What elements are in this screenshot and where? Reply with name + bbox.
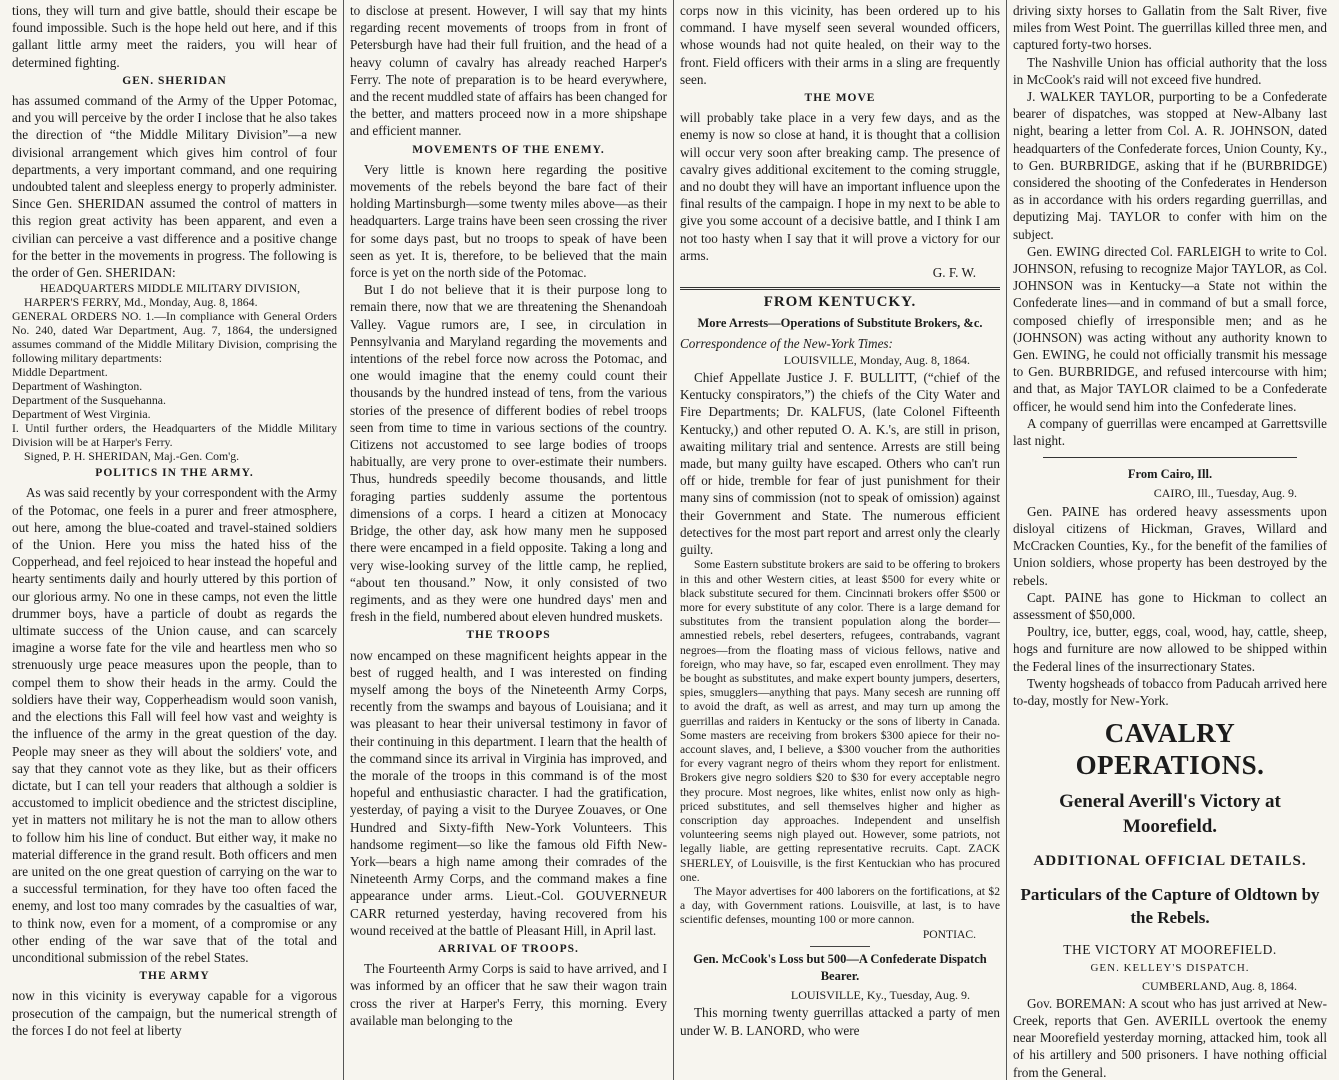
paragraph: has assumed command of the Army of the Upper Potomac, and you will perceive by the order I inclose that he also takes the direction of “the Middle Military Division”—a new divisional arrangement which gives him control of four departments, a very important command, and one requiring undoubted talent and sleepless energy to properly administer. Since Gen. SHERIDAN assumed the control of matters in this region great activity has been apparent, and even a civilian can perceive a vast difference and a positive change for the better in the movements in progress. The following is the order of Gen. SHERIDAN: bbox=[12, 93, 337, 281]
dateline: LOUISVILLE, Monday, Aug. 8, 1864. bbox=[783, 352, 970, 367]
paragraph: Twenty hogsheads of tobacco from Paducah arrived here to-day, mostly for New-York. bbox=[1013, 675, 1327, 708]
paragraph: J. WALKER TAYLOR, purporting to be a Confederate bearer of dispatches, was stopped at New-Albany last night, bearing a letter from Col. A. R. JOHNSON, dated headquarters of the Confederate forces, Union County, Ky., to Gen. BURBRIDGE, asking that if he (BURBRIDGE) considered the shooting of the Confederates in Henderson as in accordance with his orders regarding guerrillas, and deputizing Maj. TAYLOR to confer with him on the subject. bbox=[1013, 89, 1327, 242]
headline-cavalry-operations: CAVALRY OPERATIONS. bbox=[1075, 718, 1265, 781]
section-heading-move: THE MOVE bbox=[804, 92, 876, 105]
section-heading-movements: MOVEMENTS OF THE ENEMY. bbox=[412, 143, 605, 156]
headline-kentucky: FROM KENTUCKY. bbox=[680, 287, 1000, 311]
paragraph: to disclose at present. However, I will say that my hints regarding recent movements of troops from in front of Petersburgh have had their full fruition, and the head of a heavy column of cavalry has already reached Harper's Ferry. The note of preparation is to be heard everywhere, and the recent muddled state of affairs has been changed for the better, and matters proceed now in a more shipshape and efficient manner. bbox=[350, 3, 667, 139]
dateline: CUMBERLAND, Aug. 8, 1864. bbox=[1141, 978, 1297, 993]
paragraph: will probably take place in a very few days, and as the enemy is now so close at hand, it is thought that a collision will occur very soon after breaking camp. The presence of cavalry gives additional excitement to the coming struggle, and no doubt they will have an important influence upon the final results of the campaign. I hope in my next to be able to give you some account of a decisive battle, and I think I am not too hasty when I say that it will prove a victory for our arms. bbox=[680, 110, 1000, 263]
paragraph: Gen. PAINE has ordered heavy assessments upon disloyal citizens of Hickman, Graves, Willard and McCracken Counties, Ky., for the benefit of the families of Union soldiers, whose property has been destroyed by the rebels. bbox=[1013, 503, 1327, 588]
paragraph: now encamped on these magnificent heights appear in the best of rugged health, and I was interested on finding myself among the boys of the Nineteenth Army Corps, recently from the swamps and bayous of Louisiana; and it was pleasant to hear their universal testimony in favor of their continuing in this department. I learn that the health of the command since its arrival in Virginia has improved, and the morale of the troops in this command is of the most hopeful and enthusiastic character. I had the gratification, yesterday, of paying a visit to the Duryee Zouaves, or One Hundred and Sixty-fifth New-York Volunteers. This handsome regiment—so like the famous old Fifth New-York—bears a high name among their comrades of the Nineteenth Army Corps, and the command makes a fine appearance under arms. Lieut.-Col. GOUVERNEUR CARR returned yesterday, having recovered from his wound received at the battle of Pleasant Hill, in April last. bbox=[350, 647, 667, 938]
paragraph: The Fourteenth Army Corps is said to have arrived, and I was informed by an officer that he saw their wagon train cross the river at Harper's Ferry, this morning. Every available man belonging to the bbox=[350, 961, 667, 1028]
order-heading: HARPER'S FERRY, Md., Monday, Aug. 8, 1864. bbox=[24, 295, 258, 310]
divider bbox=[810, 946, 870, 947]
signature: PONTIAC. bbox=[922, 927, 976, 941]
order-department: Department of the Susquehanna. bbox=[12, 393, 166, 408]
paragraph: tions, they will turn and give battle, should their escape be found impossible. Such is the hope held out here, and if this gallant little army meet the raiders, you will hear of determined fighting. bbox=[12, 3, 337, 70]
paragraph: A company of guerrillas were encamped at Garrettsville last night. bbox=[1013, 415, 1327, 449]
headline-averill-victory: General Averill's Victory at Moorefield. bbox=[1059, 791, 1281, 838]
general-order bbox=[12, 281, 337, 463]
section-heading-troops: THE TROOPS bbox=[466, 629, 551, 642]
paragraph: But I do not believe that it is their purpose long to remain there, now that we are threatening the Shenandoah Valley. Vague rumors are, I see, in circulation in Pennsylvania and Maryland regarding the movements and intentions of the rebel force now across the Potomac, and one would imagine that the enemy could count their thousands by the hundred instead of tens, from the various stories of the presence of different bodies of rebel troops seen from time to time in various sections of the country. Citizens not accustomed to see large bodies of troops habitually, are very prone to over-estimate their numbers. Thus, hundreds speedily become thousands, and little foraging parties suddenly assume the portentous dimensions of a corps. I heard a citizen at Monocacy Bridge, the other day, ask how many men he supposed there were encamped in a field opposite. Taking a long and very wise-looking survey of the little camp, he replied, “about ten thousand.” Now, it only consisted of two regiments, and as they were one hundred days' men and fresh in the field, numbered about eleven hundred muskets. bbox=[350, 282, 667, 625]
signature: G. F. W. bbox=[932, 265, 976, 281]
paragraph: As was said recently by your correspondent with the Army of the Potomac, one feels in a purer and freer atmosphere, out here, among the blue-coated and travel-stained soldiers of the Union. Here you miss the hated hiss of the Copperhead, and feel rejoiced to hear instead the hopeful and hearty sentiments daily and hourly uttered by this portion of our glorious army. No one in these camps, not even the little drummer boys, have a particle of doubt as regards the ultimate success of the Union cause, and can scarcely imagine a worse fate for the vile and heartless men who so strenuously urge peace measures upon the people, than to compel them to show their heads in the army. Could the soldiers have their way, Copperheadism would soon vanish, and the elections this Fall will feel how vast and weighty is the influence of the army in the great question of the day. People may sneer as they will about the soldiers' vote, and say that they cannot vote as they like, but as their officers dictate, but I can tell your readers that although a soldier is accustomed to implicit obedience and the strictest discipline, yet in matters not military he is not the man to allow others to follow him his line of conduct. But either way, it make no material difference in the grand result. Both officers and men are united on the one great question of carrying on the war to a successful termination, for they have too often faced the enemy, and lost too many comrades by the casualties of war, to think now, even for a moment, of a compromise or any other ending of the war save that of the total and unconditional submission of the rebel States. bbox=[12, 485, 337, 965]
section-heading-sheridan: GEN. SHERIDAN bbox=[122, 74, 227, 87]
order-body: I. Until further orders, the Headquarters of the Middle Military Division will be at Harper's Ferry. bbox=[12, 421, 337, 450]
section-heading-army: THE ARMY bbox=[139, 970, 210, 983]
column-4 bbox=[1007, 0, 1333, 1080]
paragraph: Gov. BOREMAN: A scout who has just arrived at New-Creek, reports that Gen. AVERILL overtook the enemy near Moorefield yesterday morning, attacked him, took all of his artillery and 500 prisoners. I have nothing official from the General. bbox=[1013, 995, 1327, 1080]
paragraph: now in this vicinity is everyway capable for a vigorous prosecution of the campaign, but the numerical strength of the forces I do not feel at liberty bbox=[12, 988, 337, 1038]
order-heading: HEADQUARTERS MIDDLE MILITARY DIVISION, bbox=[40, 281, 301, 296]
paragraph: Chief Appellate Justice J. F. BULLITT, (“chief of the Kentucky conspirators,”) the chiefs of the City Water and Fire Departments; Dr. KALFUS, (late Colonel Fifteenth Kentucky,) and other reputed O. A. K.'s, are still in prison, awaiting military trial and sentence. Arrests are still being made, but many guilty have escaped. Others who can't run off or hide, tremble for fear of just punishment for their many sins of commission (not to speak of omission) against their Government and State. The numerous efficient detectives for the most part report and arrest only the clearly guilty. bbox=[680, 370, 1000, 558]
order-department: Middle Department. bbox=[12, 365, 108, 380]
section-heading-victory: THE VICTORY AT MOOREFIELD. bbox=[1063, 942, 1277, 958]
section-heading-politics: POLITICS IN THE ARMY. bbox=[95, 467, 254, 480]
column-2 bbox=[344, 0, 674, 1080]
section-heading-arrival: ARRIVAL OF TROOPS. bbox=[438, 942, 579, 955]
order-department: Department of Washington. bbox=[12, 379, 143, 394]
paragraph: The Nashville Union has official authority that the loss in McCook's raid will not exceed five hundred. bbox=[1013, 54, 1327, 87]
order-department: Department of West Virginia. bbox=[12, 407, 151, 422]
paragraph: driving sixty horses to Gallatin from the Salt River, five miles from West Point. The guerrillas killed three men, and captured forty-two horses. bbox=[1013, 3, 1327, 53]
headline-oldtown-capture: Particulars of the Capture of Oldtown by the Rebels. bbox=[1020, 885, 1320, 928]
order-signature: Signed, P. H. SHERIDAN, Maj.-Gen. Com'g. bbox=[24, 449, 240, 464]
dateline: LOUISVILLE, Ky., Tuesday, Aug. 9. bbox=[790, 988, 970, 1003]
paragraph: The Mayor advertises for 400 laborers on the fortifications, at $2 a day, with Government rations. Louisville, at last, is to have scientific defenses, mounting 100 or more cannon. bbox=[680, 884, 1000, 927]
subheadline-mccook: Gen. McCook's Loss but 500—A Confederate Dispatch Bearer. bbox=[693, 951, 987, 983]
section-heading-kelley: GEN. KELLEY'S DISPATCH. bbox=[1090, 962, 1250, 975]
order-body: GENERAL ORDERS NO. 1.—In compliance with General Orders No. 240, dated War Department, Aug. 7, 1864, the undersigned assumes command of the Middle Military Division, comprising the following military departments: bbox=[12, 309, 337, 366]
headline-additional-details: ADDITIONAL OFFICIAL DETAILS. bbox=[1033, 853, 1307, 870]
paragraph: Poultry, ice, butter, eggs, coal, wood, hay, cattle, sheep, hogs and furniture are now allowed to be shipped within the Federal lines of the insurrectionary States. bbox=[1013, 624, 1327, 674]
column-1 bbox=[6, 0, 344, 1080]
small-print-block bbox=[680, 558, 1000, 941]
dateline: CAIRO, Ill., Tuesday, Aug. 9. bbox=[1153, 486, 1297, 501]
paragraph: This morning twenty guerrillas attacked a party of men under W. B. LANORD, who were bbox=[680, 1005, 1000, 1038]
correspondence-line: Correspondence of the New-York Times: bbox=[680, 335, 893, 351]
paragraph: Capt. PAINE has gone to Hickman to collect an assessment of $50,000. bbox=[1013, 589, 1327, 622]
subheadline-arrests: More Arrests—Operations of Substitute Brokers, &c. bbox=[697, 316, 983, 331]
paragraph: Some Eastern substitute brokers are said to be offering to brokers in this and other Western cities, at least $500 for every white or black substitute secured for them. Cincinnati brokers offer $500 or more for every substitute of any color. There is a large demand for substitutes from the transient population along the border—amnestied rebels, rebel deserters, refugees, contrabands, vagrant negroes—from the floating mass of vicious fellows, native and foreign, who may have, so far, escaped even enrollment. They may be bought as substitutes, and make expert bounty jumpers, deserters, spies, smugglers—anything that pays. Many secesh are running off to avoid the draft, as well as arrest, and may turn up among the guerrillas and raiders in Kentucky or the sons of liberty in Canada. Some masters are receiving from brokers $300 apiece for their no-account slaves, and, I believe, a $300 voucher from the authorities for every vagrant negro of theirs whom they report for enlistment. Brokers give negro soldiers $20 to $30 for every acceptable negro they procure. Most negroes, like whites, enlist now only as high-priced substitutes, and sell themselves higher and higher as conscription day approaches. Independent and unselfish volunteering seems nigh played out. However, some patriots, not legally liable, are getting representative recruits. Capt. ZACK SHERLEY, of Louisville, is the first Kentuckian who has procured one. bbox=[680, 558, 1000, 884]
subheadline-cairo: From Cairo, Ill. bbox=[1127, 467, 1213, 482]
divider bbox=[1043, 457, 1297, 458]
paragraph: corps now in this vicinity, has been ordered up to his command. I have myself seen several wounded officers, whose wounds had not quite healed, on their way to the front. Field officers with their arms in a sling are frequently seen. bbox=[680, 3, 1000, 87]
column-3 bbox=[674, 0, 1007, 1080]
paragraph: Very little is known here regarding the positive movements of the rebels beyond the bare fact of their holding Martinsburgh—some twenty miles above—as their headquarters. Large trains have been seen crossing the river for some days past, but no troops to speak of have been seen as yet. It is, therefore, to be believed that the main force is yet on the north side of the Potomac. bbox=[350, 161, 667, 281]
paragraph: Gen. EWING directed Col. FARLEIGH to write to Col. JOHNSON, refusing to recognize Major TAYLOR, as Col. JOHNSON was in Kentucky—a State not within the Confederate lines—and in command of but a small force, composed chiefly of irresponsible men; and as he (JOHNSON) was acting without any authority known to Gen. EWING, he could not officially transmit his message to Gen. BURBRIDGE, and refused intercourse with him; and that, as Major TAYLOR claimed to be a Confederate officer, he would send him into the Confederate lines. bbox=[1013, 243, 1327, 414]
